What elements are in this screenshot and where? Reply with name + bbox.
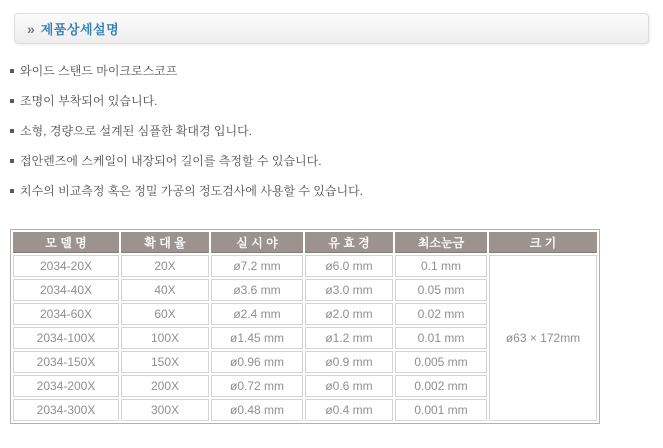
table-cell: 2034-20X [13, 255, 119, 277]
table-cell: 2034-100X [13, 327, 119, 349]
table-cell: 0.02 mm [395, 303, 487, 325]
feature-text: 소형, 경량으로 설계된 심플한 확대경 입니다. [20, 124, 252, 138]
table-cell: ø6.0 mm [305, 255, 393, 277]
feature-list [9, 63, 363, 213]
table-cell: 0.005 mm [395, 351, 487, 373]
table-cell: ø0.6 mm [305, 375, 393, 397]
table-cell: ø1.45 mm [211, 327, 303, 349]
header-model: 모 델 명 [13, 232, 119, 253]
header-field-of-view: 실 시 야 [211, 232, 303, 253]
table-cell: ø1.2 mm [305, 327, 393, 349]
table-cell: 0.01 mm [395, 327, 487, 349]
header-min-scale: 최소눈금 [395, 232, 487, 253]
table-cell: ø3.0 mm [305, 279, 393, 301]
table-cell: ø7.2 mm [211, 255, 303, 277]
feature-item [9, 93, 363, 109]
feature-text: 치수의 비교측정 혹은 정밀 가공의 정도검사에 사용할 수 있습니다. [20, 184, 363, 198]
table-cell: 2034-60X [13, 303, 119, 325]
size-cell: ø63 × 172mm [489, 255, 597, 421]
table-cell: 20X [121, 255, 209, 277]
table-cell: 40X [121, 279, 209, 301]
feature-item [9, 153, 363, 169]
table-cell: 300X [121, 399, 209, 421]
table-cell: 0.002 mm [395, 375, 487, 397]
table-cell: 2034-150X [13, 351, 119, 373]
table-cell: 60X [121, 303, 209, 325]
table-cell: ø0.72 mm [211, 375, 303, 397]
feature-text: 접안렌즈에 스케일이 내장되어 길이를 측정할 수 있습니다. [20, 154, 322, 168]
feature-item [9, 183, 363, 199]
table-cell: 0.1 mm [395, 255, 487, 277]
table-row [13, 255, 597, 277]
feature-item [9, 63, 363, 79]
table-cell: ø3.6 mm [211, 279, 303, 301]
header-effective-dia: 유 효 경 [305, 232, 393, 253]
table-cell: 150X [121, 351, 209, 373]
bullet-icon [10, 69, 14, 73]
bullet-icon [10, 129, 14, 133]
table-cell: 0.001 mm [395, 399, 487, 421]
spec-table-body [13, 255, 597, 421]
table-cell: 100X [121, 327, 209, 349]
page-title: 제품상세설명 [40, 22, 120, 37]
feature-text: 와이드 스탠드 마이크로스코프 [20, 64, 178, 78]
section-title-bar [14, 13, 649, 44]
table-cell: ø0.9 mm [305, 351, 393, 373]
table-cell: 200X [121, 375, 209, 397]
table-cell: ø0.96 mm [211, 351, 303, 373]
bullet-icon [10, 159, 14, 163]
table-cell: ø2.4 mm [211, 303, 303, 325]
table-header-row [13, 232, 597, 253]
table-cell: ø0.48 mm [211, 399, 303, 421]
table-cell: 2034-200X [13, 375, 119, 397]
bullet-icon [10, 189, 14, 193]
table-cell: ø0.4 mm [305, 399, 393, 421]
spec-table [10, 229, 600, 424]
header-magnification: 확 대 율 [121, 232, 209, 253]
header-size: 크 기 [489, 232, 597, 253]
table-cell: 2034-300X [13, 399, 119, 421]
table-cell: 2034-40X [13, 279, 119, 301]
table-cell: ø2.0 mm [305, 303, 393, 325]
double-chevron-icon: » [27, 20, 35, 37]
table-cell: 0.05 mm [395, 279, 487, 301]
feature-item [9, 123, 363, 139]
bullet-icon [10, 99, 14, 103]
feature-text: 조명이 부착되어 있습니다. [20, 94, 158, 108]
